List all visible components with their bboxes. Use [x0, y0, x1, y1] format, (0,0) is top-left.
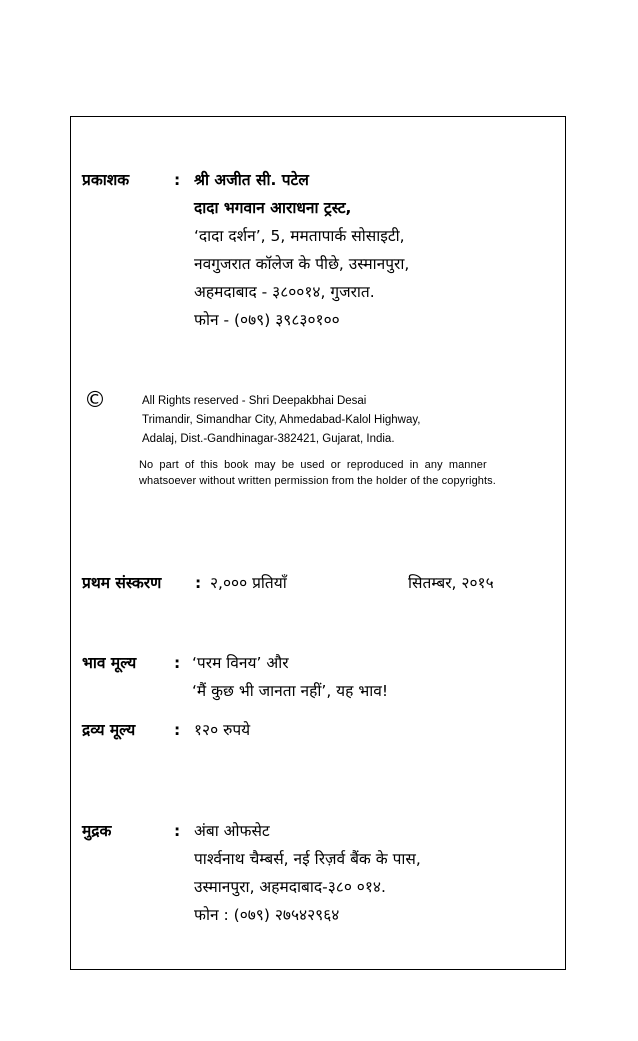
copyright-notice-line: whatsoever without written permission from the holder of the copyrights. — [139, 475, 496, 487]
printer-label: मुद्रक — [82, 822, 112, 840]
edition-label: प्रथम संस्करण — [82, 574, 162, 592]
printer-address-line: पार्श्वनाथ चैम्बर्स, नई रिज़र्व बैंक के पास, — [194, 850, 421, 868]
publisher-trust: दादा भगवान आराधना ट्रस्ट, — [194, 199, 352, 217]
copyright-notice-line: No part of this book may be used or reproduced in any manner — [139, 459, 487, 471]
dravya-mulya-label: द्रव्य मूल्य — [82, 721, 136, 739]
copyright-line: Adalaj, Dist.-Gandhinagar-382421, Gujarat, India. — [142, 433, 395, 445]
publisher-address-line: अहमदाबाद - ३८००१४, गुजरात. — [194, 283, 375, 301]
copyright-icon: © — [84, 388, 106, 413]
publisher-name: श्री अजीत सी. पटेल — [194, 171, 309, 189]
edition-copies: २,००० प्रतियाँ — [210, 574, 287, 592]
bhav-mulya-line: ‘मैं कुछ भी जानता नहीं’, यह भाव! — [192, 682, 389, 700]
printer-address-line: उस्मानपुरा, अहमदाबाद-३८० ०१४. — [194, 878, 386, 896]
publisher-label: प्रकाशक — [82, 171, 130, 189]
copyright-line: Trimandir, Simandhar City, Ahmedabad-Kalol Highway, — [142, 414, 421, 426]
copyright-line: All Rights reserved - Shri Deepakbhai Desai — [142, 395, 367, 407]
publisher-address-line: ‘दादा दर्शन’, 5, ममतापार्क सोसाइटी, — [194, 227, 405, 245]
printer-name: अंबा ओफसेट — [194, 822, 270, 840]
bhav-mulya-line: ‘परम विनय’ और — [192, 654, 289, 672]
bhav-mulya-colon: : — [174, 654, 181, 672]
publisher-colon: : — [174, 171, 181, 189]
edition-colon: : — [195, 574, 202, 592]
printer-phone: फोन : (०७९) २७५४२९६४ — [194, 906, 340, 924]
publisher-address-line: नवगुजरात कॉलेज के पीछे, उस्मानपुरा, — [194, 255, 410, 273]
dravya-mulya-value: १२० रुपये — [194, 721, 251, 739]
dravya-mulya-colon: : — [174, 721, 181, 739]
bhav-mulya-label: भाव मूल्य — [82, 654, 137, 672]
printer-colon: : — [174, 822, 181, 840]
publisher-phone: फोन - (०७९) ३९८३०१०० — [194, 311, 340, 329]
edition-date: सितम्बर, २०१५ — [408, 574, 494, 592]
